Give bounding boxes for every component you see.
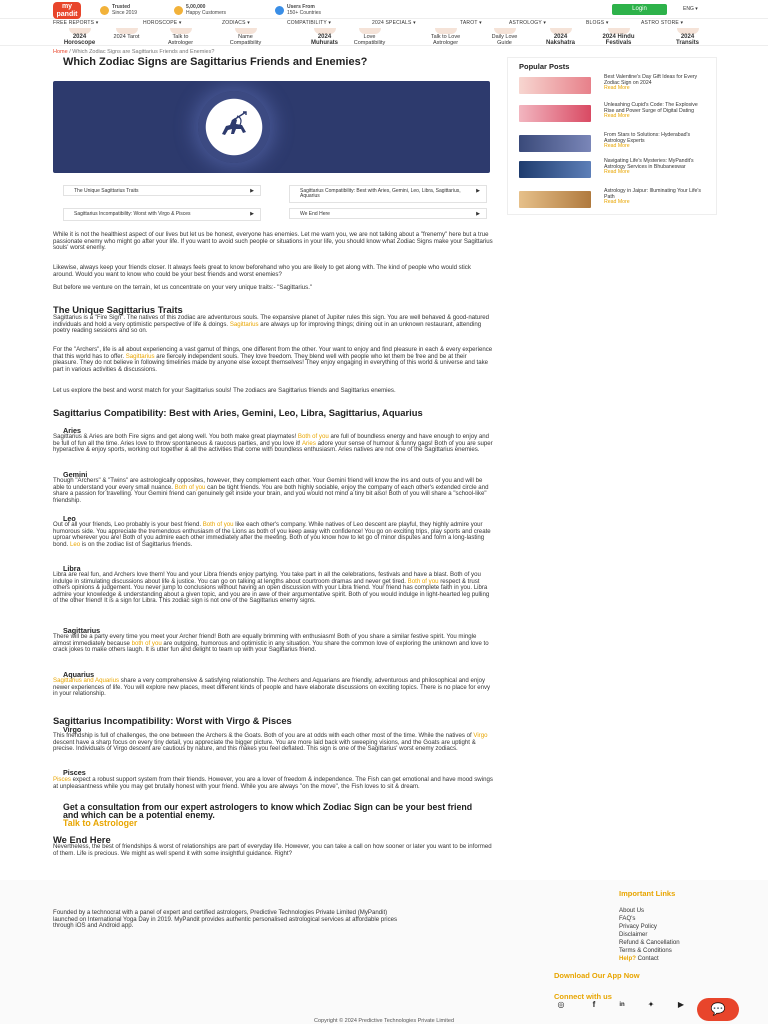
- aries-link[interactable]: Aries: [301, 439, 316, 447]
- quick-2024-nakshatra[interactable]: [533, 28, 588, 46]
- text-segment: is on the zodiac list of Sagittarius friends.: [80, 540, 193, 548]
- play-icon: ▶: [476, 188, 480, 194]
- post-title: Navigating Life's Mysteries: MyPandit's Astrology Services in Bhubaneswar: [604, 158, 694, 170]
- stat-line2: Happy Customers: [186, 10, 227, 16]
- sagittarius-link[interactable]: Sagittarius: [125, 352, 155, 360]
- sagittarius-link[interactable]: Sagittarius: [229, 320, 259, 328]
- quick-line1: Talk to: [172, 34, 189, 40]
- nav-astro-store[interactable]: ASTRO STORE ▾: [641, 20, 684, 26]
- youtube-icon[interactable]: ▶: [677, 1000, 685, 1009]
- important-links-heading: Important Links: [619, 889, 676, 898]
- text-segment: Though "Archers" & "Twins" are astrologically opposites, however, they complement each other. Your Gemini friend will know the ins and outs of you and will be able to understand your every small nuance.: [53, 477, 483, 491]
- footer-about: Founded by a technocrat with a panel of expert and certified astrologers, Predictive Technologies Private Limited (MyPandit) launched on International Yoga Day in 2019. MyPandit provides authentic personalised astrological services at affordable prices through iOS and Android app.: [53, 909, 398, 930]
- quick-line1: Love: [363, 34, 376, 40]
- consultation-cta: [63, 803, 483, 828]
- quick-2024-transits[interactable]: [660, 28, 715, 46]
- toc-item-end[interactable]: [289, 208, 487, 219]
- quick-line2: Festivals: [605, 39, 632, 46]
- stat-trusted: [100, 4, 137, 16]
- leo-link[interactable]: Leo: [69, 540, 81, 548]
- both-of-you-link[interactable]: Both of you: [407, 577, 439, 585]
- sagittarius-paragraph: [53, 634, 493, 654]
- intro-paragraph: While it is not the healthiest aspect of our lives but let us be honest, everyone has enemies. Let me warn you, we are not talking about a "frenemy" here but a true passionate enemy who might go after your life. If you want to avoid such people or situations in your life, you should know what Zodiac Signs make your Sagittarius souls' worst enemy.: [53, 231, 493, 252]
- text-segment: For the "Archers", life is all about experiencing a vast gamut of things, one different from the other. Your want to enjoy and find pleasure in each & every experience that this world has to offer.: [53, 346, 493, 360]
- stat-line2: Since 2019: [112, 10, 138, 16]
- quick-line2: Compatibility: [229, 39, 262, 46]
- text-segment: Out of all your friends, Leo probably is your best friend.: [53, 521, 203, 528]
- talk-to-astrologer-link[interactable]: Talk to Astrologer: [63, 818, 138, 829]
- end-paragraph: Nevertheless, the best of friendships & worst of relationships are part of everyday life. However, you can take a call on how sooner or later you want to be informed of them. Life is precious. We might as well spend it with some insightful guidance. Right?: [53, 843, 492, 857]
- quick-line1: 2024 Tarot: [113, 34, 140, 40]
- quick-line2: Astrologer: [432, 39, 459, 46]
- virgo-link[interactable]: Virgo: [473, 732, 488, 739]
- quick-line1: Talk to Love: [430, 34, 461, 40]
- quick-talk-astrologer[interactable]: [153, 28, 208, 46]
- read-more-link[interactable]: Read More: [604, 85, 630, 91]
- play-icon: ▶: [250, 188, 254, 194]
- breadcrumb: [53, 49, 214, 55]
- link-about-us[interactable]: About Us: [619, 907, 645, 914]
- intro-paragraph: Likewise, always keep your friends closer. It always feels great to know beforehand who you are likely to get along with. The kind of people who would stick around. Would you want to know who could be your best friends and worst enemies?: [53, 264, 471, 278]
- nav-horoscope[interactable]: HOROSCOPE ▾: [143, 20, 182, 26]
- popular-posts-heading: Popular Posts: [519, 62, 570, 71]
- text-segment: can be tight friends. You are both highly sociable, enjoy the company of each other's extended circle and share a passion for travelling. Your Gemini friend can genuinely get inside your brain, and you would not mind a tiny bit also! Both of you will share a "school-like" friendship.: [53, 483, 489, 504]
- cta-text: Get a consultation from our expert astrologers to know which Zodiac Sign can be your best friend and which can be a potential enemy.: [63, 802, 473, 821]
- text-segment: Sagittarius & Aries are both Fire signs and get along well. You both make great playmates!: [53, 433, 298, 440]
- quick-line1: 2024: [72, 34, 87, 40]
- text-segment: are fiercely independent souls. They love freedom. They blend well with people who let them be free and be at their pleasure. They do not believe in following timelines made by anyone else except themselves! They enjoy engaging in everything of this world & universe and take part in various activities & discussions.: [53, 352, 489, 373]
- post-title: Astrology in Jaipur: Illuminating Your Life's Path: [604, 188, 702, 200]
- breadcrumb-current: / Which Zodiac Signs are Sagittarius Friends and Enemies?: [67, 49, 215, 55]
- leo-paragraph: [53, 522, 493, 548]
- link-refund[interactable]: Refund & Cancellation: [619, 939, 680, 946]
- both-of-you-link[interactable]: both of you: [131, 639, 162, 647]
- intro-paragraph: But before we venture on the terrain, let us concentrate on your very unique traits:- "Sagittarius.": [53, 284, 313, 291]
- pisces-paragraph: [53, 777, 493, 790]
- link-help-contact[interactable]: [619, 955, 659, 962]
- link-terms[interactable]: Terms & Conditions: [619, 947, 672, 954]
- customers-icon: [174, 6, 183, 15]
- stat-line2: 150+ Countries: [287, 10, 322, 16]
- text-segment: are outgoing, humorous and optimistic in any situation. You share the common love of exploring the unknown and love to crack jokes to make others laugh. It is utter fun and delight to team up with your Sagittarius friend.: [53, 639, 489, 654]
- gemini-paragraph: [53, 478, 493, 504]
- both-of-you-link[interactable]: Both of you: [202, 521, 234, 528]
- nav-free-reports[interactable]: FREE REPORTS ▾: [53, 20, 99, 26]
- toc-label: Sagittarius Incompatibility: Worst with Virgo & Pisces: [74, 211, 191, 217]
- quick-line1: 2024 Hindu: [602, 34, 635, 40]
- contact-label: Contact: [635, 955, 659, 962]
- traits-paragraph: [53, 347, 493, 373]
- text-segment: share a very comprehensive & satisfying relationship. The Archers and Aquarians are friendly, adventurous and philosophical and enjoy newer experiences of life. You will explore new places, meet different kinds of people and have elaborate discussions on exciting topics. There is no place for envy in your relationship.: [53, 677, 491, 698]
- quick-line1: Name: [238, 34, 253, 40]
- link-privacy-policy[interactable]: Privacy Policy: [619, 923, 657, 930]
- popular-posts-panel: [507, 57, 717, 215]
- quick-love-compatibility[interactable]: [342, 28, 397, 46]
- twitter-icon[interactable]: ✦: [647, 1000, 655, 1009]
- popular-post[interactable]: [519, 103, 714, 125]
- login-button[interactable]: Login: [612, 4, 667, 15]
- nav-compatibility[interactable]: COMPATIBILITY ▾: [287, 20, 332, 26]
- page-title: Which Zodiac Signs are Sagittarius Friends and Enemies?: [63, 56, 368, 68]
- read-more-link[interactable]: Read More: [604, 199, 630, 205]
- heading-virgo: Virgo: [63, 725, 82, 734]
- language-select[interactable]: ENG ▾: [683, 6, 698, 12]
- quick-2024-tarot[interactable]: [99, 28, 154, 41]
- logo-bottom: pandit: [56, 11, 78, 18]
- nav-tarot[interactable]: TAROT ▾: [460, 20, 482, 26]
- traits-paragraph: Let us explore the best and worst match for your Sagittarius souls! The zodiacs are Sagittarius friends and Sagittarius enemies.: [53, 387, 396, 394]
- copyright: Copyright © 2024 Predictive Technologies Private Limited: [314, 1018, 454, 1024]
- text-segment: are full of boundless energy and have enough to enjoy and be full of fun all the time. Aries love to throw spontaneous & raucous parties, and you love it!: [53, 433, 490, 447]
- post-thumbnail: [519, 191, 591, 208]
- text-segment: Libra are real fun, and Archers love them! You and your Libra friends enjoy partying. You take part in all the celebrations, festivals and have a blast. Both of you indulge in stimulating discussions about life & justice. You can go on talking at lengths about courtroom dramas and never get tired.: [53, 571, 481, 585]
- trusted-icon: [100, 6, 109, 15]
- nav-2024-specials[interactable]: 2024 SPECIALS ▾: [372, 20, 416, 26]
- read-more-link[interactable]: Read More: [604, 113, 630, 119]
- quick-line1: Daily Love: [491, 34, 518, 40]
- quick-hindu-festivals[interactable]: [591, 28, 646, 46]
- libra-paragraph: [53, 572, 493, 605]
- heading-libra: Libra: [63, 564, 81, 573]
- sagittarius-centaur-icon: [216, 108, 252, 144]
- chat-button[interactable]: [697, 998, 739, 1021]
- popular-post[interactable]: [519, 189, 714, 211]
- sagittarius-aquarius-link[interactable]: Sagittarius and Aquarius: [53, 677, 120, 684]
- footer-links: [619, 907, 680, 963]
- virgo-paragraph: [53, 733, 493, 753]
- stat-line1: Users From: [287, 4, 315, 10]
- link-disclaimer[interactable]: Disclaimer: [619, 931, 648, 938]
- stat-customers: [174, 4, 226, 16]
- text-segment: are always up for improving things; dining out in an unknown restaurant, attending poetry reading sessions and so on.: [53, 320, 482, 335]
- main-nav: [0, 19, 768, 28]
- toc-label: The Unique Sagittarius Traits: [74, 188, 139, 194]
- heading-traits: The Unique Sagittarius Traits: [53, 304, 183, 315]
- stat-line1: 5,00,000: [186, 4, 206, 10]
- post-thumbnail: [519, 135, 591, 152]
- quick-line1: 2024: [680, 34, 695, 40]
- top-bar: [0, 0, 768, 19]
- globe-icon: [275, 6, 284, 15]
- read-more-link[interactable]: Read More: [604, 169, 630, 175]
- text-segment: This friendship is full of challenges, the one between the Archers & the Goats. Both of you are at odds with each other most of the time. While the natives of: [53, 732, 474, 739]
- hero-image: [53, 81, 490, 173]
- quick-line2: Astrologer: [167, 39, 194, 46]
- table-of-contents: [63, 181, 491, 229]
- heading-aquarius: Aquarius: [63, 670, 95, 679]
- link-faqs[interactable]: FAQ's: [619, 915, 636, 922]
- aries-paragraph: [53, 434, 493, 454]
- quick-line2: Compatibility: [353, 39, 386, 46]
- heading-end: We End Here: [53, 834, 111, 845]
- text-segment: respect & trust others opinions & judgement. You never jump to conclusions without having an open discussion with your Libra friend. Your friend has complete faith in you. Libra admire your knowledge & understanding about a given topic, and you are in awe of their argumentative spirit. Both of you would indulge in light-hearted leg pulling of the other friend! It is a sign for Libra. This zodiac sign is not one of the Sagittarius enemy signs.: [53, 577, 490, 605]
- nav-zodiacs[interactable]: ZODIACS ▾: [222, 20, 250, 26]
- aquarius-paragraph: [53, 678, 493, 698]
- text-segment: expect a robust support system from their friends. However, you are a lover of freedom & independence. The Fish can get emotional and have mood swings at unpleasantness while you may get brutally honest with your friend. While you are always "on the move", the Fish loves to sit & dream.: [53, 776, 493, 790]
- logo-top: my: [61, 3, 73, 10]
- post-title: Unleashing Cupid's Code: The Explosive Rise and Power Surge of Digital Dating: [604, 102, 698, 114]
- quick-line2: Guide: [497, 39, 512, 46]
- quick-links-bar: [0, 28, 768, 46]
- quick-line1: 2024: [553, 34, 568, 40]
- linkedin-icon[interactable]: in: [619, 1002, 625, 1008]
- quick-line2: Muhurats: [311, 39, 338, 46]
- heading-gemini: Gemini: [63, 470, 88, 479]
- toc-label: We End Here: [300, 211, 330, 217]
- pisces-link[interactable]: Pisces: [53, 776, 71, 783]
- text-segment: descent have a sharp focus on every tiny detail, you appreciate the bigger picture. You are more laid back with sweeping visions, and the Goats are uptight & precise. Individuals of Virgo descent are cautious by nature, and this makes you feel deflated. This sign is one of the Sagittarius' worst enemy zodiacs.: [53, 738, 476, 753]
- toc-label: Sagittarius Compatibility: Best with Aries, Gemini, Leo, Libra, Sagittarius, Aquarius: [300, 188, 461, 199]
- heading-compatibility: Sagittarius Compatibility: Best with Aries, Gemini, Leo, Libra, Sagittarius, Aquarius: [53, 407, 423, 418]
- heading-incompatibility: Sagittarius Incompatibility: Worst with Virgo & Pisces: [53, 715, 292, 726]
- quick-line2: Nakshatra: [545, 39, 575, 46]
- stat-countries: [275, 4, 321, 16]
- post-thumbnail: [519, 105, 591, 122]
- facebook-icon[interactable]: f: [592, 1000, 596, 1009]
- popular-post[interactable]: [519, 133, 714, 155]
- nav-astrology[interactable]: ASTROLOGY ▾: [509, 20, 547, 26]
- post-title: Best Valentine's Day Gift Ideas for Every Zodiac Sign on 2024: [604, 74, 698, 86]
- text-segment: like each other's company. While natives of Leo descent are playful, they highly admire your humorous side. You appreciate the tremendous enthusiasm of the Lions as both of you keep away with confidence! You go on exciting trips, play sports and create uproar wherever you are! Both of you admire each other immediately after the meeting. Both of you know how to let go of minor disputes and form a long-lasting bond.: [53, 521, 491, 548]
- heading-aries: Aries: [63, 426, 81, 435]
- toc-item-incompatibility[interactable]: [63, 208, 261, 221]
- post-title: From Stars to Solutions: Hyderabad's Astrology Experts: [604, 132, 691, 144]
- text-segment: Sagittarius is a "Fire Sign". The natives of this zodiac are adventurous souls. The expansive planet of Jupiter rules this sign. You are well behaved & good-natured individuals and hold a very optimistic perspective of life & doings.: [53, 314, 489, 328]
- popular-post[interactable]: [519, 75, 714, 97]
- quick-line1: 2024: [317, 34, 332, 40]
- quick-line2: Transits: [675, 39, 699, 46]
- toc-item-compatibility[interactable]: [289, 185, 487, 203]
- quick-love-astrologer[interactable]: [418, 28, 473, 46]
- both-of-you-link[interactable]: Both of you: [297, 433, 329, 440]
- help-label: Help?: [619, 955, 636, 962]
- both-of-you-link[interactable]: Both of you: [174, 483, 206, 491]
- mypandit-logo[interactable]: [53, 2, 81, 19]
- play-icon: ▶: [250, 211, 254, 217]
- text-segment: adore your sense of humour & funny gags! Both of you are super hyperactive & enjoy sports, working out together & all the activities that come with boundless enthusiasm. Aries natives are not one of the Sagittarius enemies.: [53, 439, 493, 454]
- post-thumbnail: [519, 161, 591, 178]
- traits-paragraph: [53, 315, 493, 335]
- heading-pisces: Pisces: [63, 768, 86, 777]
- post-thumbnail: [519, 77, 591, 94]
- heading-leo: Leo: [63, 514, 76, 523]
- nav-blogs[interactable]: BLOGS ▾: [586, 20, 609, 26]
- instagram-icon[interactable]: ◎: [557, 1000, 565, 1009]
- quick-line2: Horoscope: [63, 39, 96, 46]
- chat-icon: 💬: [710, 1002, 726, 1016]
- heading-sagittarius: Sagittarius: [63, 626, 101, 635]
- quick-name-compatibility[interactable]: [218, 28, 273, 46]
- download-app-heading: Download Our App Now: [554, 971, 640, 980]
- read-more-link[interactable]: Read More: [604, 143, 630, 149]
- toc-item-traits[interactable]: [63, 185, 261, 196]
- popular-post[interactable]: [519, 159, 714, 181]
- quick-daily-love[interactable]: [477, 28, 532, 46]
- connect-heading: Connect with us: [554, 992, 612, 1001]
- breadcrumb-home[interactable]: Home: [53, 49, 68, 55]
- play-icon: ▶: [476, 211, 480, 217]
- text-segment: There will be a party every time you meet your Archer friend! Both are equally brimming with enthusiasm! Both of you share a similar festive spirit. You mingle almost immediately because: [53, 633, 477, 647]
- footer: [0, 880, 768, 1024]
- stat-line1: Trusted: [112, 4, 131, 10]
